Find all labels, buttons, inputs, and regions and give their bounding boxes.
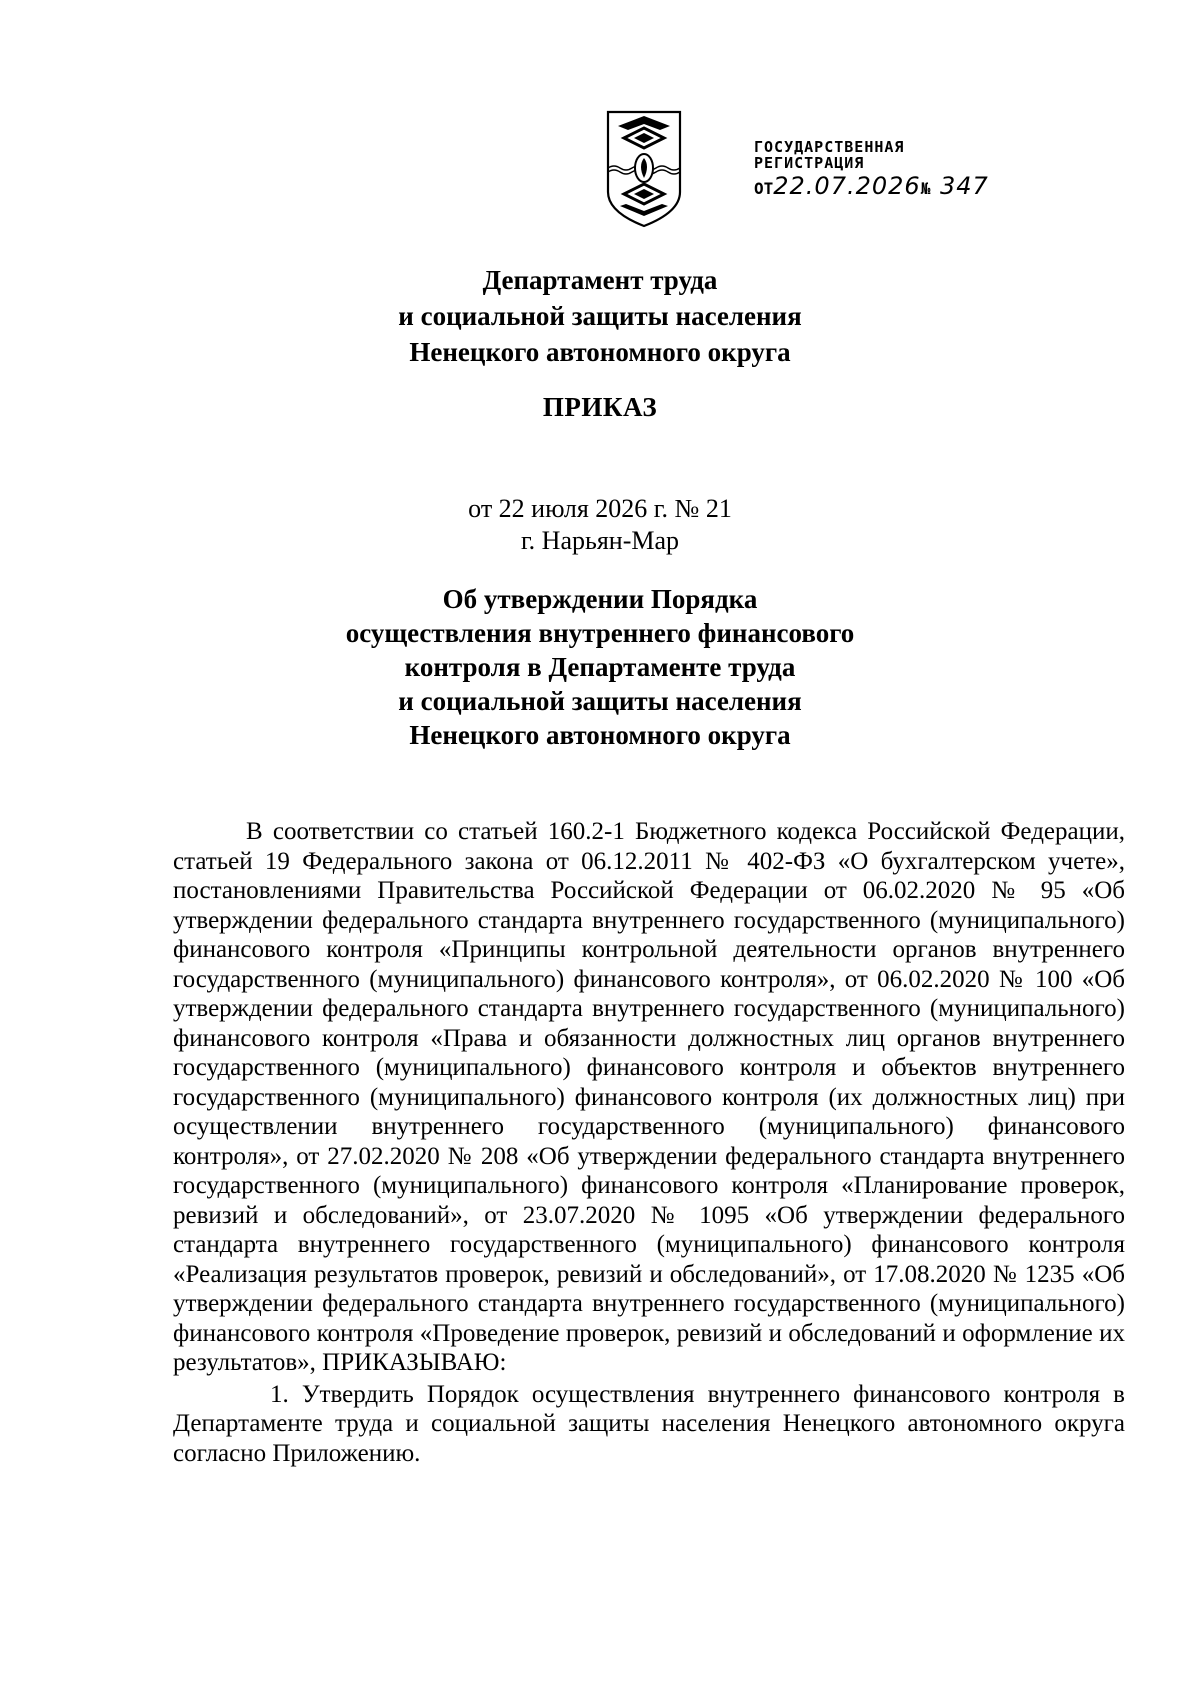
department-line-3: Ненецкого автономного округа (409, 337, 791, 367)
order-date-number: от 22 июля 2026 г. № 21 (468, 494, 732, 523)
order-title: ПРИКАЗ (542, 392, 658, 422)
subject-line-4: и социальной защиты населения (398, 686, 802, 716)
department-line-1: Департамент труда (482, 265, 718, 295)
subject-line-3: контроля в Департаменте труда (404, 652, 796, 682)
order-item-1: 1. Утвердить Порядок осуществления внутреннего финансового контроля в Департаменте труда и социальной защиты населения Ненецкого автономного округа согласно Приложению. (173, 1380, 1125, 1467)
order-word: ПРИКАЗЫВАЮ: (322, 1349, 507, 1376)
order-dateline (0, 493, 1200, 557)
stamp-prefix: ОТ (754, 178, 774, 198)
order-subject (0, 582, 1200, 752)
stamp-number-sign: № (920, 178, 931, 198)
subject-line-2: осуществления внутреннего финансового (345, 618, 855, 648)
stamp-handwritten-number: 347 (939, 171, 989, 200)
stamp-line-state: ГОСУДАРСТВЕННАЯ (754, 138, 905, 156)
subject-line-1: Об утверждении Порядка (442, 584, 758, 614)
department-line-2: и социальной защиты населения (398, 301, 802, 331)
preamble-text: В соответствии со статьей 160.2-1 Бюджетного кодекса Российской Федерации, статьей 19 Федерального закона от 06.12.2011 № 402-ФЗ «О бухгалтерском учете», постановлениями Правительства Российской Федерации от 06.02.2020 № 95 «Об утверждении федерального стандарта внутреннего государственного (муниципального) финансового контроля «Принципы контрольной деятельности органов внутреннего государственного (муниципального) финансового контроля», от 06.02.2020 № 100 «Об утверждении федерального стандарта внутреннего государственного (муниципального) финансового контроля «Права и обязанности должностных лиц органов внутреннего государственного (муниципального) финансового контроля и объектов внутреннего государственного (муниципального) финансового контроля (их должностных лиц) при осуществлении внутреннего государственного (муниципального) финансового контроля», от 27.02.2020 № 208 «Об утверждении федерального стандарта внутреннего государственного (муниципального) финансового контроля «Планирование проверок, ревизий и обследований», от 23.07.2020 № 1095 «Об утверждении федерального стандарта внутреннего государственного (муниципального) финансового контроля «Реализация результатов проверок, ревизий и обследований», от 17.08.2020 № 1235 «Об утверждении федерального стандарта внутреннего государственного (муниципального) финансового контроля «Проведение проверок, ревизий и обследований и оформление их результатов», (173, 818, 1125, 1376)
department-name (0, 262, 1200, 370)
preamble-paragraph (173, 817, 1125, 1378)
nenets-coat-of-arms-icon (604, 108, 684, 230)
stamp-line-registration: РЕГИСТРАЦИЯ (754, 153, 865, 172)
registration-stamp (754, 140, 989, 199)
order-body (173, 817, 1125, 1468)
stamp-handwritten-date: 22.07.2026 (773, 171, 921, 200)
stamp-line-date-number (754, 171, 989, 200)
order-place: г. Нарьян-Мар (520, 526, 680, 555)
subject-line-5: Ненецкого автономного округа (409, 720, 791, 750)
